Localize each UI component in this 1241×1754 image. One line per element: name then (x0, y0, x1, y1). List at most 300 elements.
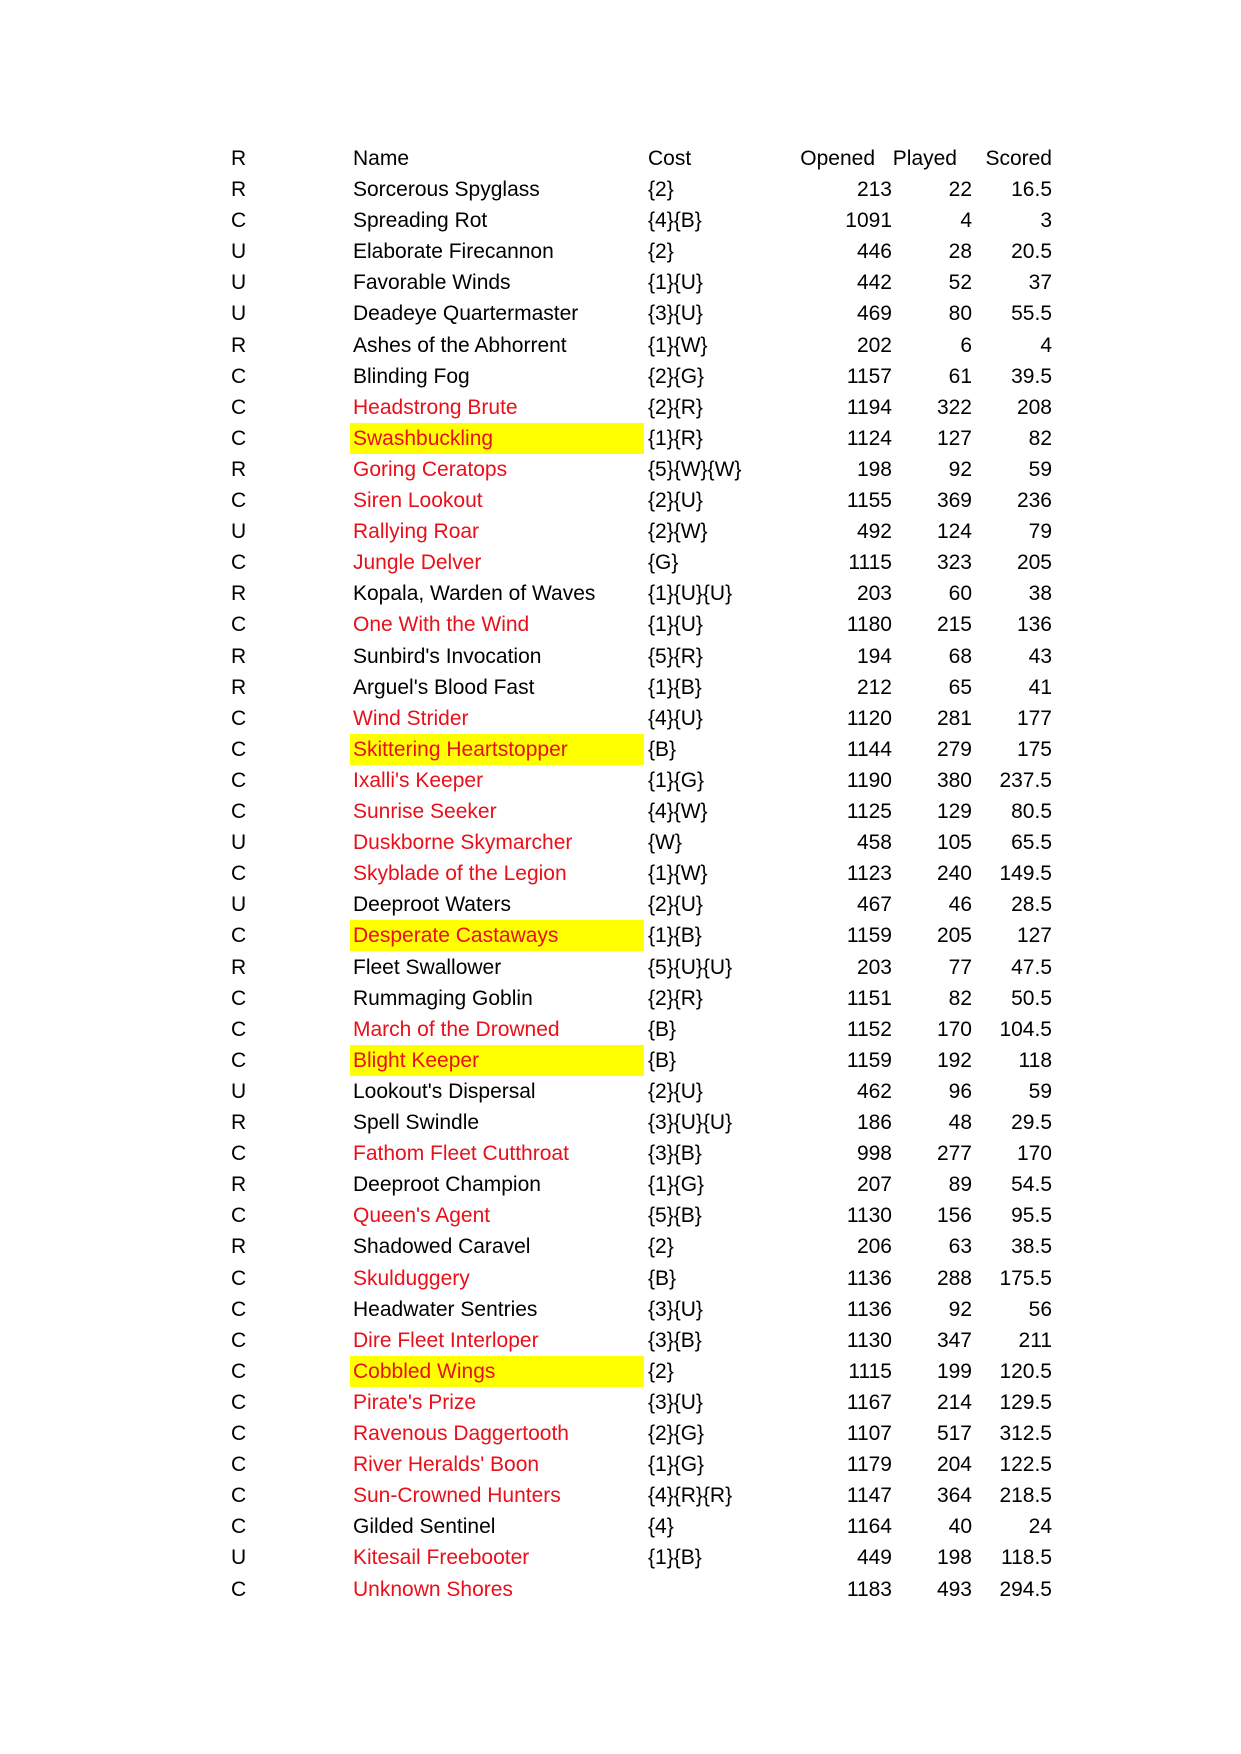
played-cell: 204 (936, 1453, 972, 1476)
scored-cell: 129.5 (999, 1391, 1052, 1414)
table-row (0, 1014, 1241, 1045)
table-row (0, 1169, 1241, 1200)
opened-cell: 1180 (846, 613, 892, 636)
opened-cell: 1147 (846, 1484, 892, 1507)
opened-cell: 1125 (846, 800, 892, 823)
cost-cell: {G} (648, 551, 679, 574)
card-name-cell: Favorable Winds (353, 271, 511, 294)
card-name-cell: Cobbled Wings (350, 1356, 644, 1387)
played-cell: 364 (936, 1484, 972, 1507)
cost-cell: {5}{B} (648, 1204, 702, 1227)
rarity-cell: C (231, 1515, 247, 1538)
header-played: Played (892, 147, 957, 170)
opened-cell: 1120 (846, 707, 892, 730)
opened-cell: 998 (856, 1142, 892, 1165)
table-row (0, 485, 1241, 516)
opened-cell: 206 (856, 1235, 892, 1258)
cost-cell: {3}{U} (648, 1298, 703, 1321)
scored-cell: 38 (1028, 582, 1052, 605)
rarity-cell: U (231, 831, 247, 854)
cost-cell: {4}{W} (648, 800, 708, 823)
played-cell: 198 (936, 1546, 972, 1569)
table-row (0, 1511, 1241, 1542)
cost-cell: {1}{U}{U} (648, 582, 733, 605)
played-cell: 323 (936, 551, 972, 574)
opened-cell: 213 (856, 178, 892, 201)
rarity-cell: U (231, 1080, 247, 1103)
played-cell: 46 (948, 893, 972, 916)
scored-cell: 118.5 (1001, 1546, 1052, 1569)
card-name-cell: River Heralds' Boon (353, 1453, 540, 1476)
header-opened: Opened (800, 147, 875, 170)
table-row (0, 392, 1241, 423)
played-cell: 40 (948, 1515, 972, 1538)
scored-cell: 120.5 (999, 1360, 1052, 1383)
opened-cell: 1190 (846, 769, 892, 792)
scored-cell: 59 (1028, 1080, 1052, 1103)
scored-cell: 16.5 (1011, 178, 1052, 201)
scored-cell: 41 (1028, 676, 1052, 699)
card-name-cell: Jungle Delver (353, 551, 482, 574)
cost-cell: {2}{U} (648, 893, 703, 916)
card-name-cell: Deadeye Quartermaster (353, 302, 579, 325)
scored-cell: 39.5 (1011, 365, 1052, 388)
card-name-cell: Dire Fleet Interloper (353, 1329, 539, 1352)
cost-cell: {B} (648, 1018, 677, 1041)
rarity-cell: R (231, 458, 247, 481)
cost-cell: {1}{W} (648, 862, 708, 885)
table-row (0, 1231, 1241, 1262)
rarity-cell: C (231, 396, 247, 419)
card-name-cell: Pirate's Prize (353, 1391, 477, 1414)
table-row (0, 1480, 1241, 1511)
cost-cell: {3}{B} (648, 1329, 702, 1352)
opened-cell: 1155 (846, 489, 892, 512)
scored-cell: 208 (1016, 396, 1052, 419)
scored-cell: 122.5 (999, 1453, 1052, 1476)
rarity-cell: C (231, 1484, 247, 1507)
scored-cell: 56 (1028, 1298, 1052, 1321)
played-cell: 199 (936, 1360, 972, 1383)
cost-cell: {2} (648, 178, 674, 201)
cost-cell: {1}{G} (648, 769, 705, 792)
scored-cell: 65.5 (1011, 831, 1052, 854)
cost-cell: {1}{W} (648, 334, 708, 357)
played-cell: 68 (948, 645, 972, 668)
table-row (0, 1356, 1241, 1387)
opened-cell: 1194 (846, 396, 892, 419)
card-name-cell: Unknown Shores (353, 1578, 513, 1601)
rarity-cell: C (231, 365, 247, 388)
card-name-cell: Gilded Sentinel (353, 1515, 496, 1538)
played-cell: 214 (936, 1391, 972, 1414)
played-cell: 6 (960, 334, 972, 357)
played-cell: 517 (936, 1422, 972, 1445)
cost-cell: {3}{U} (648, 302, 703, 325)
played-cell: 92 (948, 1298, 972, 1321)
opened-cell: 446 (856, 240, 892, 263)
card-name-cell: Kitesail Freebooter (353, 1546, 530, 1569)
card-name-cell: One With the Wind (353, 613, 530, 636)
scored-cell: 54.5 (1011, 1173, 1052, 1196)
rarity-cell: R (231, 645, 247, 668)
scored-cell: 80.5 (1011, 800, 1052, 823)
card-name-cell: Sorcerous Spyglass (353, 178, 540, 201)
cost-cell: {2}{G} (648, 1422, 705, 1445)
header-cost: Cost (648, 147, 692, 170)
played-cell: 129 (936, 800, 972, 823)
cost-cell: {4}{U} (648, 707, 703, 730)
played-cell: 347 (936, 1329, 972, 1352)
table-row (0, 858, 1241, 889)
played-cell: 380 (936, 769, 972, 792)
cost-cell: {5}{W}{W} (648, 458, 742, 481)
cost-cell: {5}{R} (648, 645, 703, 668)
table-row (0, 1294, 1241, 1325)
played-cell: 322 (936, 396, 972, 419)
opened-cell: 1159 (846, 924, 892, 947)
card-name-cell: Fleet Swallower (353, 956, 502, 979)
played-cell: 281 (936, 707, 972, 730)
rarity-cell: U (231, 520, 247, 543)
table-row (0, 1449, 1241, 1480)
cost-cell: {B} (648, 738, 677, 761)
table-row (0, 889, 1241, 920)
rarity-cell: C (231, 1578, 247, 1601)
card-name-cell: Skulduggery (353, 1267, 470, 1290)
played-cell: 369 (936, 489, 972, 512)
opened-cell: 467 (856, 893, 892, 916)
rarity-cell: C (231, 551, 247, 574)
opened-cell: 1130 (846, 1329, 892, 1352)
rarity-cell: C (231, 1298, 247, 1321)
scored-cell: 236 (1016, 489, 1052, 512)
scored-cell: 20.5 (1011, 240, 1052, 263)
table-row (0, 796, 1241, 827)
played-cell: 61 (948, 365, 972, 388)
header-rarity: R (231, 147, 247, 170)
rarity-cell: R (231, 582, 247, 605)
rarity-cell: C (231, 427, 247, 450)
opened-cell: 1152 (846, 1018, 892, 1041)
cost-cell: {1}{U} (648, 613, 703, 636)
rarity-cell: C (231, 769, 247, 792)
card-name-cell: Headstrong Brute (353, 396, 518, 419)
opened-cell: 442 (856, 271, 892, 294)
rarity-cell: R (231, 956, 247, 979)
table-row (0, 920, 1241, 951)
opened-cell: 1183 (846, 1578, 892, 1601)
opened-cell: 492 (856, 520, 892, 543)
rarity-cell: C (231, 1142, 247, 1165)
scored-cell: 24 (1028, 1515, 1052, 1538)
played-cell: 52 (948, 271, 972, 294)
cost-cell: {B} (648, 1267, 677, 1290)
played-cell: 170 (936, 1018, 972, 1041)
played-cell: 215 (936, 613, 972, 636)
cost-cell: {2}{R} (648, 987, 703, 1010)
scored-cell: 127 (1016, 924, 1052, 947)
card-name-cell: Fathom Fleet Cutthroat (353, 1142, 569, 1165)
played-cell: 127 (936, 427, 972, 450)
cost-cell: {3}{B} (648, 1142, 702, 1165)
opened-cell: 1107 (846, 1422, 892, 1445)
table-row (0, 174, 1241, 205)
opened-cell: 1136 (846, 1267, 892, 1290)
table-row (0, 1418, 1241, 1449)
scored-cell: 118 (1018, 1049, 1052, 1072)
card-name-cell: Kopala, Warden of Waves (353, 582, 596, 605)
rarity-cell: R (231, 1235, 247, 1258)
played-cell: 105 (936, 831, 972, 854)
cost-cell: {1}{G} (648, 1173, 705, 1196)
table-row (0, 1325, 1241, 1356)
scored-cell: 175 (1016, 738, 1052, 761)
card-name-cell: Spreading Rot (353, 209, 488, 232)
scored-cell: 50.5 (1011, 987, 1052, 1010)
table-row (0, 361, 1241, 392)
card-name-cell: Blinding Fog (353, 365, 470, 388)
rarity-cell: C (231, 613, 247, 636)
scored-cell: 55.5 (1011, 302, 1052, 325)
rarity-cell: R (231, 1111, 247, 1134)
rarity-cell: R (231, 334, 247, 357)
rarity-cell: C (231, 1422, 247, 1445)
opened-cell: 203 (856, 582, 892, 605)
cost-cell: {1}{B} (648, 676, 702, 699)
card-name-cell: Lookout's Dispersal (353, 1080, 536, 1103)
table-row (0, 703, 1241, 734)
opened-cell: 1167 (846, 1391, 892, 1414)
played-cell: 60 (948, 582, 972, 605)
card-name-cell: Shadowed Caravel (353, 1235, 531, 1258)
played-cell: 77 (948, 956, 972, 979)
opened-cell: 458 (856, 831, 892, 854)
table-row (0, 205, 1241, 236)
played-cell: 92 (948, 458, 972, 481)
scored-cell: 29.5 (1011, 1111, 1052, 1134)
played-cell: 65 (948, 676, 972, 699)
scored-cell: 136 (1016, 613, 1052, 636)
cost-cell: {2}{U} (648, 489, 703, 512)
table-row (0, 1574, 1241, 1605)
table-row (0, 547, 1241, 578)
card-name-cell: Spell Swindle (353, 1111, 480, 1134)
table-row (0, 734, 1241, 765)
opened-cell: 1159 (846, 1049, 892, 1072)
rarity-cell: C (231, 738, 247, 761)
cost-cell: {4}{B} (648, 209, 702, 232)
card-name-cell: Sun-Crowned Hunters (353, 1484, 561, 1507)
played-cell: 48 (948, 1111, 972, 1134)
played-cell: 22 (948, 178, 972, 201)
scored-cell: 175.5 (999, 1267, 1052, 1290)
scored-cell: 95.5 (1011, 1204, 1052, 1227)
cost-cell: {1}{B} (648, 924, 702, 947)
opened-cell: 1151 (846, 987, 892, 1010)
opened-cell: 203 (856, 956, 892, 979)
scored-cell: 37 (1028, 271, 1052, 294)
card-name-cell: Ashes of the Abhorrent (353, 334, 567, 357)
cost-cell: {4}{R}{R} (648, 1484, 733, 1507)
played-cell: 28 (948, 240, 972, 263)
rarity-cell: C (231, 1049, 247, 1072)
card-name-cell: Duskborne Skymarcher (353, 831, 573, 854)
card-name-cell: Arguel's Blood Fast (353, 676, 535, 699)
card-name-cell: Deeproot Champion (353, 1173, 541, 1196)
played-cell: 80 (948, 302, 972, 325)
card-name-cell: Queen's Agent (353, 1204, 491, 1227)
opened-cell: 198 (856, 458, 892, 481)
scored-cell: 38.5 (1011, 1235, 1052, 1258)
card-name-cell: Blight Keeper (350, 1045, 644, 1076)
card-name-cell: Sunbird's Invocation (353, 645, 542, 668)
opened-cell: 449 (856, 1546, 892, 1569)
table-row (0, 1263, 1241, 1294)
rarity-cell: C (231, 1360, 247, 1383)
scored-cell: 3 (1040, 209, 1052, 232)
card-name-cell: Goring Ceratops (353, 458, 508, 481)
cost-cell: {3}{U} (648, 1391, 703, 1414)
opened-cell: 1091 (845, 209, 892, 232)
played-cell: 89 (948, 1173, 972, 1196)
rarity-cell: R (231, 1173, 247, 1196)
opened-cell: 1123 (846, 862, 892, 885)
played-cell: 205 (936, 924, 972, 947)
scored-cell: 43 (1028, 645, 1052, 668)
played-cell: 279 (936, 738, 972, 761)
card-name-cell: Headwater Sentries (353, 1298, 538, 1321)
played-cell: 124 (936, 520, 972, 543)
card-name-cell: Ixalli's Keeper (353, 769, 484, 792)
opened-cell: 186 (856, 1111, 892, 1134)
cost-cell: {2}{U} (648, 1080, 703, 1103)
opened-cell: 1164 (846, 1515, 892, 1538)
cost-cell: {1}{R} (648, 427, 703, 450)
scored-cell: 104.5 (999, 1018, 1052, 1041)
cost-cell: {4} (648, 1515, 674, 1538)
opened-cell: 212 (856, 676, 892, 699)
opened-cell: 1124 (846, 427, 892, 450)
card-name-cell: Skittering Heartstopper (350, 734, 644, 765)
rarity-cell: C (231, 987, 247, 1010)
table-row (0, 1138, 1241, 1169)
table-row (0, 1107, 1241, 1138)
scored-cell: 237.5 (999, 769, 1052, 792)
opened-cell: 469 (856, 302, 892, 325)
cost-cell: {1}{U} (648, 271, 703, 294)
card-name-cell: Elaborate Firecannon (353, 240, 554, 263)
rarity-cell: C (231, 1204, 247, 1227)
cost-cell: {2} (648, 1360, 674, 1383)
table-row (0, 641, 1241, 672)
rarity-cell: C (231, 800, 247, 823)
scored-cell: 59 (1028, 458, 1052, 481)
opened-cell: 202 (856, 334, 892, 357)
rarity-cell: U (231, 271, 247, 294)
cost-cell: {2}{G} (648, 365, 705, 388)
scored-cell: 82 (1028, 427, 1052, 450)
rarity-cell: U (231, 302, 247, 325)
header-scored: Scored (985, 147, 1052, 170)
rarity-cell: C (231, 707, 247, 730)
table-row (0, 330, 1241, 361)
table-row (0, 578, 1241, 609)
scored-cell: 79 (1028, 520, 1052, 543)
card-name-cell: Swashbuckling (350, 423, 644, 454)
rarity-cell: C (231, 924, 247, 947)
scored-cell: 4 (1040, 334, 1052, 357)
rarity-cell: C (231, 209, 247, 232)
rarity-cell: C (231, 862, 247, 885)
rarity-cell: C (231, 489, 247, 512)
played-cell: 4 (960, 209, 972, 232)
opened-cell: 194 (856, 645, 892, 668)
played-cell: 240 (936, 862, 972, 885)
cost-cell: {2}{W} (648, 520, 708, 543)
scored-cell: 28.5 (1011, 893, 1052, 916)
table-row (0, 1387, 1241, 1418)
opened-cell: 1179 (846, 1453, 892, 1476)
rarity-cell: R (231, 676, 247, 699)
card-name-cell: Desperate Castaways (350, 920, 644, 951)
card-name-cell: March of the Drowned (353, 1018, 560, 1041)
scored-cell: 205 (1016, 551, 1052, 574)
scored-cell: 177 (1016, 707, 1052, 730)
opened-cell: 1130 (846, 1204, 892, 1227)
opened-cell: 1115 (848, 551, 892, 574)
cost-cell: {1}{B} (648, 1546, 702, 1569)
played-cell: 82 (948, 987, 972, 1010)
rarity-cell: C (231, 1453, 247, 1476)
table-row (0, 952, 1241, 983)
scored-cell: 47.5 (1011, 956, 1052, 979)
scored-cell: 211 (1018, 1329, 1052, 1352)
opened-cell: 207 (856, 1173, 892, 1196)
cost-cell: {3}{U}{U} (648, 1111, 733, 1134)
cost-cell: {1}{G} (648, 1453, 705, 1476)
cost-cell: {2} (648, 1235, 674, 1258)
card-name-cell: Rallying Roar (353, 520, 480, 543)
rarity-cell: U (231, 893, 247, 916)
rarity-cell: C (231, 1018, 247, 1041)
table-row (0, 298, 1241, 329)
card-name-cell: Deeproot Waters (353, 893, 511, 916)
cost-cell: {B} (648, 1049, 677, 1072)
played-cell: 96 (948, 1080, 972, 1103)
rarity-cell: C (231, 1267, 247, 1290)
rarity-cell: R (231, 178, 247, 201)
opened-cell: 1136 (846, 1298, 892, 1321)
card-name-cell: Ravenous Daggertooth (353, 1422, 569, 1445)
played-cell: 493 (936, 1578, 972, 1601)
card-name-cell: Skyblade of the Legion (353, 862, 567, 885)
header-row (0, 143, 1241, 174)
card-name-cell: Rummaging Goblin (353, 987, 533, 1010)
opened-cell: 1115 (848, 1360, 892, 1383)
table-row (0, 609, 1241, 640)
card-name-cell: Siren Lookout (353, 489, 483, 512)
rarity-cell: C (231, 1329, 247, 1352)
played-cell: 156 (936, 1204, 972, 1227)
table-row (0, 1542, 1241, 1573)
cost-cell: {W} (648, 831, 682, 854)
card-name-cell: Sunrise Seeker (353, 800, 497, 823)
rarity-cell: C (231, 1391, 247, 1414)
card-name-cell: Wind Strider (353, 707, 469, 730)
table-row (0, 983, 1241, 1014)
table-row (0, 1076, 1241, 1107)
